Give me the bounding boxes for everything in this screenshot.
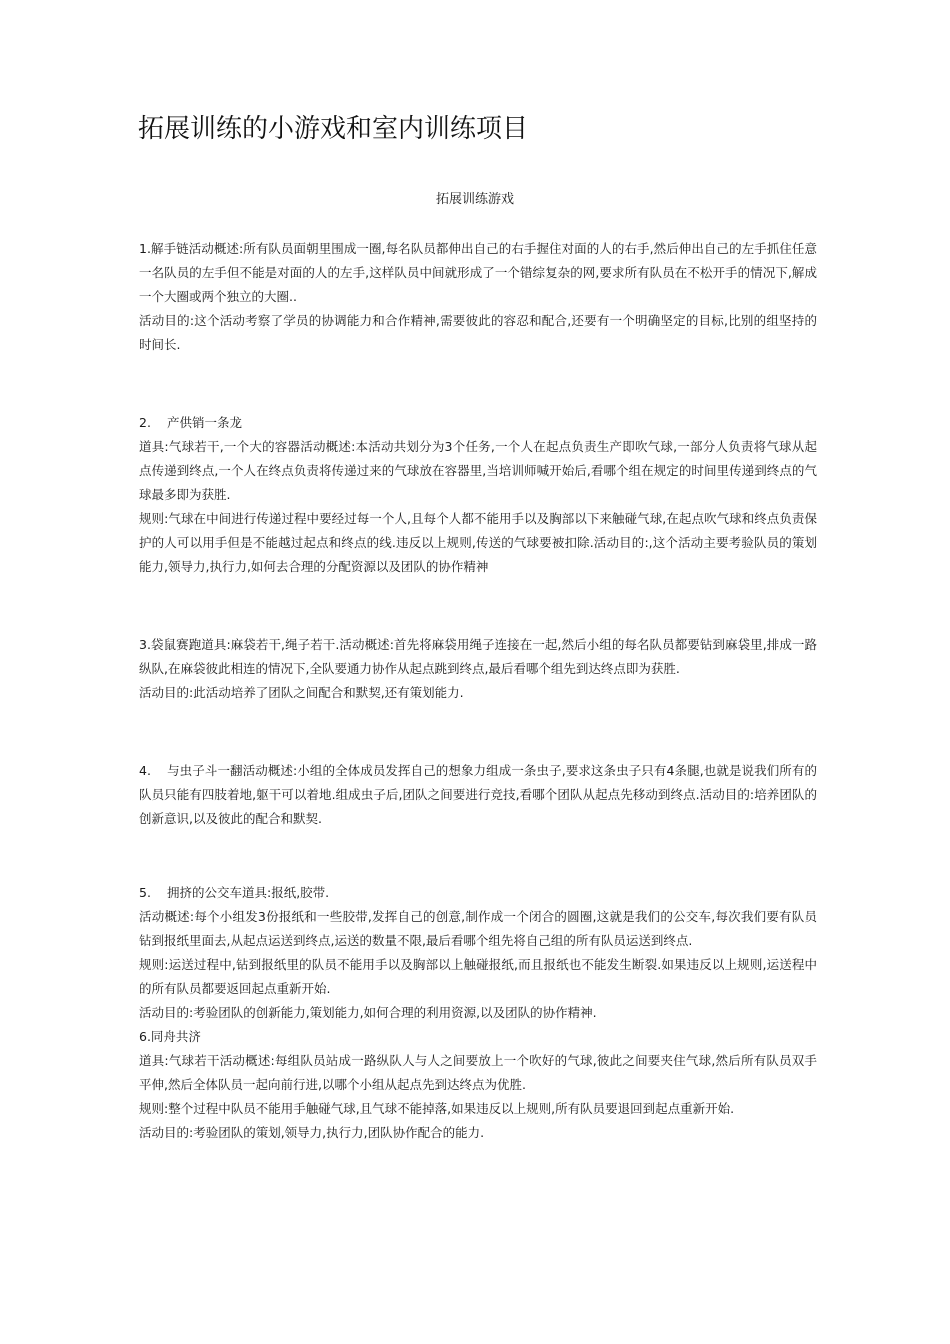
game-3-purpose: 活动目的:此活动培养了团队之间配合和默契,还有策划能力. xyxy=(139,685,464,700)
game-5-rules: 规则:运送过程中,钻到报纸里的队员不能用手以及胸部以上触碰报纸,而且报纸也不能发生断裂.如果违反以上规则,运送程中的所有队员都要返回起点重新开始. xyxy=(139,957,817,996)
game-4-number: 4. xyxy=(139,763,151,778)
game-5-description: 活动概述:每个小组发3份报纸和一些胶带,发挥自己的创意,制作成一个闭合的圆圈,这就是我们的公交车,每次我们要有队员钻到报纸里面去,从起点运送到终点,运送的数量不限,最后看哪个组先将自己组的所有队员运送到终点. xyxy=(139,909,817,948)
game-5-purpose: 活动目的:考验团队的创新能力,策划能力,如何合理的利用资源,以及团队的协作精神. xyxy=(139,1005,597,1020)
game-2-block xyxy=(139,411,817,579)
game-5-number: 5. xyxy=(139,885,151,900)
game-6-heading: 6.同舟共济 xyxy=(139,1029,201,1044)
game-6-description: 道具:气球若干活动概述:每组队员站成一路纵队人与人之间要放上一个吹好的气球,彼此之间要夹住气球,然后所有队员双手平伸,然后全体队员一起向前行进,以哪个小组从起点先到达终点为优胜. xyxy=(139,1053,817,1092)
game-3-block xyxy=(139,633,817,705)
game-2-title: 产供销一条龙 xyxy=(167,415,243,430)
game-5-heading xyxy=(139,881,817,905)
game-5-title: 拥挤的公交车道具:报纸,胶带. xyxy=(167,885,330,900)
game-1-description: 1.解手链活动概述:所有队员面朝里围成一圈,每名队员都伸出自己的右手握住对面的人的右手,然后伸出自己的左手抓住任意一名队员的左手但不能是对面的人的左手,这样队员中间就形成了一个错综复杂的网,要求所有队员在不松开手的情况下,解成一个大圈或两个独立的大圈.. xyxy=(139,241,817,304)
game-2-heading xyxy=(139,411,817,435)
game-2-description: 道具:气球若干,一个大的容器活动概述:本活动共划分为3个任务,一个人在起点负责生产即吹气球,一部分人负责将气球从起点传递到终点,一个人在终点负责将传递过来的气球放在容器里,当培训师喊开始后,看哪个组在规定的时间里传递到终点的气球最多即为获胜. xyxy=(139,439,817,502)
game-2-rules: 规则:气球在中间进行传递过程中要经过每一个人,且每个人都不能用手以及胸部以下来触碰气球,在起点吹气球和终点负责保护的人可以用手但是不能越过起点和终点的线.违反以上规则,传送的气球要被扣除.活动目的:,这个活动主要考验队员的策划能力,领导力,执行力,如何去合理的分配资源以及团队的协作精神 xyxy=(139,511,817,574)
game-6-rules: 规则:整个过程中队员不能用手触碰气球,且气球不能掉落,如果违反以上规则,所有队员要退回到起点重新开始. xyxy=(139,1101,735,1116)
document-title: 拓展训练的小游戏和室内训练项目 xyxy=(138,114,529,144)
game-4-text: 与虫子斗一翻活动概述:小组的全体成员发挥自己的想象力组成一条虫子,要求这条虫子只有4条腿,也就是说我们所有的队员只能有四肢着地,躯干可以着地.组成虫子后,团队之间要进行竞技,看哪个团队从起点先移动到终点.活动目的:培养团队的创新意识,以及彼此的配合和默契. xyxy=(139,763,817,826)
game-3-description: 3.袋鼠赛跑道具:麻袋若干,绳子若干.活动概述:首先将麻袋用绳子连接在一起,然后小组的每名队员都要钻到麻袋里,排成一路纵队,在麻袋彼此相连的情况下,全队要通力协作从起点跳到终点,最后看哪个组先到达终点即为获胜. xyxy=(139,637,817,676)
game-1-block xyxy=(139,237,817,357)
game-6-purpose: 活动目的:考验团队的策划,领导力,执行力,团队协作配合的能力. xyxy=(139,1125,485,1140)
game-5-block xyxy=(139,881,817,1145)
game-4-block xyxy=(139,759,817,831)
game-2-number: 2. xyxy=(139,415,151,430)
section-subtitle: 拓展训练游戏 xyxy=(435,192,514,207)
game-4-description xyxy=(139,759,817,831)
game-1-purpose: 活动目的:这个活动考察了学员的协调能力和合作精神,需要彼此的容忍和配合,还要有一个明确坚定的目标,比别的组坚持的时间长. xyxy=(139,313,817,352)
